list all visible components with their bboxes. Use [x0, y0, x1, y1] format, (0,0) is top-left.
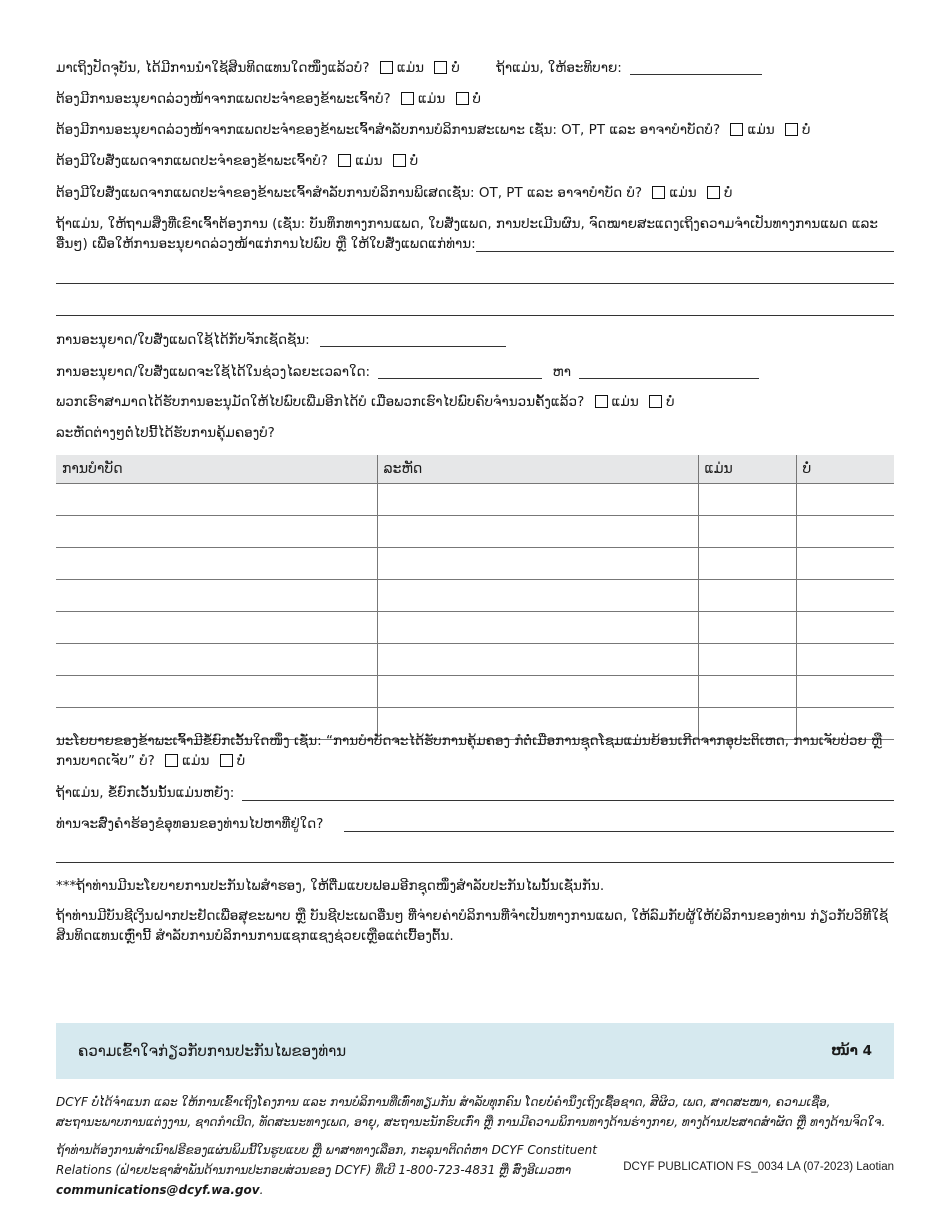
yes-cell[interactable]	[698, 580, 796, 612]
no-label: ບໍ່	[409, 153, 419, 169]
therapy-codes-table	[56, 455, 894, 740]
question-sessions	[56, 330, 894, 349]
table-row	[56, 644, 894, 676]
question-label: ຕ້ອງມີໃບສັ່ງແພດຈາກແພດປະຈຳຂອງຂ້າພະເຈົ້າບໍ?	[56, 153, 328, 169]
no-label: ບໍ່	[666, 394, 675, 410]
alt-format-statement: ຖ້າທ່ານຕ້ອງການສຳເນົາຟຣີຂອງແຜ່ນພິມນີ້ໃນຮູບແບບ ຫຼື ພາສາທາງເລືອກ, ກະລຸນາຕິດຕໍ່ຫາ DCYF Constituent Relations (ຝ່າຍປະຊາສຳພັນດ້ານການປະກອບສ່ວນຂອງ DCYF) ທີ່ເບີ 1-800-723-4831 ຫຼື ສົ່ງອີເມວຫາ communications@dcyf.wa.gov.	[56, 1143, 597, 1197]
documents-field-line-3[interactable]	[56, 315, 894, 316]
code-cell[interactable]	[377, 676, 698, 708]
question-current-medication	[56, 58, 894, 77]
explain-field[interactable]	[630, 58, 762, 75]
publication-number: DCYF PUBLICATION FS_0034 LA (07-2023) Laotian	[623, 1161, 894, 1173]
documents-field[interactable]	[476, 250, 894, 252]
no-label: ບໍ່	[723, 185, 733, 201]
yes-cell[interactable]	[698, 548, 796, 580]
no-checkbox[interactable]	[220, 754, 233, 767]
header-no: ບໍ່	[796, 455, 894, 484]
note-second-policy: ***ຖ້າທ່ານມີນະໂຍບາຍການປະກັນໄພສຳຮອງ, ໃຫ້ຕື່ມແບບຟອມອີກຊຸດໜຶ່ງສຳລັບປະກັນໄພນັ້ນເຊັ່ນກັນ.	[56, 878, 605, 894]
documents-field-line-2[interactable]	[56, 283, 894, 284]
appeal-address-field[interactable]	[344, 830, 894, 832]
code-cell[interactable]	[377, 548, 698, 580]
table-row	[56, 676, 894, 708]
yes-checkbox[interactable]	[165, 754, 178, 767]
code-cell[interactable]	[377, 516, 698, 548]
yes-label: ແມ່ນ	[669, 185, 697, 201]
no-checkbox[interactable]	[707, 186, 720, 199]
question-label: ຕ້ອງມີການອະນຸຍາດລ່ວງໜ້າຈາກແພດປະຈຳຂອງຂ້າພະເຈົ້າສຳລັບການບໍລິການສະເພາະ ເຊັ່ນ: OT, PT ແລະ ອາຈາບຳບັດບໍ?	[56, 122, 721, 138]
no-checkbox[interactable]	[393, 154, 406, 167]
banner-title: ຄວາມເຂົ້າໃຈກ່ຽວກັບການປະກັນໄພຂອງທ່ານ	[78, 1042, 347, 1060]
yes-checkbox[interactable]	[730, 123, 743, 136]
question-referral	[56, 152, 894, 170]
table-row	[56, 548, 894, 580]
table-row	[56, 516, 894, 548]
yes-label: ແມ່ນ	[417, 91, 446, 107]
no-cell[interactable]	[796, 484, 894, 516]
code-cell[interactable]	[377, 612, 698, 644]
no-cell[interactable]	[796, 676, 894, 708]
no-cell[interactable]	[796, 580, 894, 612]
table-row	[56, 484, 894, 516]
form-page	[56, 0, 894, 1230]
therapy-cell[interactable]	[56, 644, 377, 676]
no-label: ບໍ່	[802, 122, 811, 138]
period-end-field[interactable]	[579, 362, 759, 379]
question-label: ຕ້ອງມີໃບສັ່ງແພດຈາກແພດປະຈຳຂອງຂ້າພະເຈົ້າສຳລັບການບໍລິການພິເສດເຊັ່ນ: OT, PT ແລະ ອາຈາບຳບັດ ບໍ?	[56, 185, 643, 201]
no-checkbox[interactable]	[434, 61, 447, 74]
question-referral-special	[56, 184, 894, 202]
question-policy-exceptions	[56, 731, 894, 771]
yes-checkbox[interactable]	[401, 92, 414, 105]
code-cell[interactable]	[377, 644, 698, 676]
page-banner	[56, 1023, 894, 1079]
yes-cell[interactable]	[698, 516, 796, 548]
question-period	[56, 362, 894, 381]
header-code: ລະຫັດ	[377, 455, 698, 484]
exceptions-field[interactable]	[242, 799, 894, 801]
therapy-cell[interactable]	[56, 548, 377, 580]
therapy-cell[interactable]	[56, 484, 377, 516]
question-label: ຖ້າແມ່ນ, ໃຫ້ຖາມສິ່ງທີ່ເຂົາເຈົ້າຕ້ອງການ (ເຊັ່ນ: ບັນທຶກທາງການແພດ, ໃບສັ່ງແພດ, ການປະເມີນຜົນ, ຈົດໝາຍສະແດງເຖິງຄວາມຈຳເປັນທາງການແພດ ແລະ ອື່ນໆ) ເພື່ອໃຫ້ການອະນຸຍາດລ່ວງໜ້າແກ່ການໄປພົບ ຫຼື ໃຫ້ໃບສັ່ງແພດແກ່ທ່ານ:	[56, 216, 878, 252]
header-yes: ແມ່ນ	[698, 455, 796, 484]
page-number: ໜ້າ 4	[831, 1043, 872, 1059]
question-label: ນະໂຍບາຍຂອງຂ້າພະເຈົ້າມີຂໍ້ຍົກເວັ້ນໃດໜຶ່ງ ເຊັ່ນ: “ການບຳບັດຈະໄດ້ຮັບການຄຸ້ມຄອງ ກໍຕໍ່ເມື່ອການຊຸດໂຊມແມ່ນຍ້ອນເກີດຈາກອຸປະຕິເຫດ, ການເຈັບປ່ວຍ ຫຼື ການບາດເຈັບ” ບໍ?	[56, 733, 883, 769]
yes-cell[interactable]	[698, 644, 796, 676]
to-label: ຫາ	[552, 364, 571, 380]
yes-label: ແມ່ນ	[182, 753, 210, 769]
question-label: ການອະນຸຍາດ/ໃບສັ່ງແພດຈະໃຊ້ໄດ້ໃນຊ່ວງໄລຍະເວລາໃດ:	[56, 364, 371, 380]
therapy-cell[interactable]	[56, 580, 377, 612]
period-start-field[interactable]	[378, 362, 542, 379]
table-row	[56, 580, 894, 612]
yes-cell[interactable]	[698, 676, 796, 708]
question-label: ຕ້ອງມີການອະນຸຍາດລ່ວງໜ້າຈາກແພດປະຈຳຂອງຂ້າພະເຈົ້າບໍ?	[56, 91, 391, 107]
therapy-cell[interactable]	[56, 516, 377, 548]
contact-email-link[interactable]: communications@dcyf.wa.gov	[56, 1183, 260, 1197]
yes-label: ແມ່ນ	[747, 122, 775, 138]
yes-label: ແມ່ນ	[355, 153, 383, 169]
yes-checkbox[interactable]	[595, 395, 608, 408]
no-checkbox[interactable]	[649, 395, 662, 408]
question-label: ມາເຖິງປັດຈຸບັນ, ໄດ້ມີການນຳໃຊ້ສິນທິດແທນໃດໜຶ່ງແລ້ວບໍ?	[56, 60, 370, 76]
yes-checkbox[interactable]	[652, 186, 665, 199]
no-cell[interactable]	[796, 548, 894, 580]
no-label: ບໍ່	[236, 753, 246, 769]
nondiscrimination-statement: DCYF ບໍ່ໄດ້ຈຳແນກ ແລະ ໃຫ້ການເຂົ້າເຖິງໂຄງການ ແລະ ການບໍລິການທີ່ເທົ່າທຽມກັນ ສຳລັບທຸກຄົນ ໂດຍບໍ່ຄຳນຶງເຖິງເຊື້ອຊາດ, ສີຜິວ, ເພດ, ສາດສະໜາ, ຄວາມເຊື່ອ, ສະຖານະພາບການແຕ່ງງານ, ຊາດກຳເນີດ, ທັດສະນະທາງເພດ, ອາຍຸ, ສະຖານະນັກຮົບເກົ່າ ຫຼື ການມີຄວາມພິການທາງດ້ານຮ່າງກາຍ, ທາງດ້ານປະສາດສຳຜັດ ຫຼື ທາງດ້ານຈິດໃຈ.	[56, 1095, 886, 1129]
question-required-documents	[56, 214, 894, 254]
no-label: ບໍ່	[472, 91, 481, 107]
question-codes-covered	[56, 424, 894, 442]
question-label: ລະຫັດຕ່າງໆຕໍ່ໄປນີ້ໄດ້ຮັບການຄຸ້ມຄອງບໍ?	[56, 425, 275, 441]
question-prior-auth	[56, 90, 894, 108]
yes-checkbox[interactable]	[380, 61, 393, 74]
yes-label: ແມ່ນ	[396, 60, 425, 76]
code-cell[interactable]	[377, 580, 698, 612]
therapy-cell[interactable]	[56, 676, 377, 708]
no-checkbox[interactable]	[785, 123, 798, 136]
yes-label: ແມ່ນ	[611, 394, 639, 410]
no-label: ບໍ່	[451, 60, 460, 76]
explain-label: ຖ້າແມ່ນ, ໃຫ້ອະທິບາຍ:	[496, 60, 622, 76]
question-label: ທ່ານຈະສົ່ງຄຳຮ້ອງຂໍອຸທອນຂອງທ່ານໄປຫາທີ່ຢູ່ໃດ?	[56, 816, 324, 832]
yes-checkbox[interactable]	[338, 154, 351, 167]
no-checkbox[interactable]	[456, 92, 469, 105]
header-therapy: ການບຳບັດ	[56, 455, 377, 484]
question-label: ການອະນຸຍາດ/ໃບສັ່ງແພດໃຊ້ໄດ້ກັບຈັກເຊັດຊັນ:	[56, 332, 310, 348]
yes-cell[interactable]	[698, 612, 796, 644]
question-prior-auth-specialty	[56, 121, 894, 139]
yes-cell[interactable]	[698, 484, 796, 516]
therapy-cell[interactable]	[56, 612, 377, 644]
no-cell[interactable]	[796, 644, 894, 676]
sessions-field[interactable]	[320, 330, 506, 347]
note-health-savings: ຖ້າທ່ານມີບັນຊີເງິນຝາກປະຢັດເພື່ອສຸຂະພາບ ຫຼື ບັນຊີປະເພດອື່ນໆ ທີ່ຈ່າຍຄ່າບໍລິການທີ່ຈຳເປັນທາງການແພດ, ໃຫ້ລົມກັບຜູ້ໃຫ້ບໍລິການຂອງທ່ານ ກ່ຽວກັບວິທີໃຊ້ສິນທິດແທນເຫຼົ່ານີ້ ສຳລັບການບໍລິການການແຊກແຊງຊ່ວຍເຫຼືອແຕ່ເບື້ອງຕົ້ນ.	[56, 908, 889, 944]
question-label: ຖ້າແມ່ນ, ຂໍ້ຍົກເວັ້ນນັ້ນແມ່ນຫຍັງ:	[56, 785, 235, 801]
no-cell[interactable]	[796, 516, 894, 548]
code-cell[interactable]	[377, 484, 698, 516]
appeal-address-field-line-2[interactable]	[56, 862, 894, 863]
question-more-visits	[56, 393, 894, 411]
table-row	[56, 612, 894, 644]
no-cell[interactable]	[796, 612, 894, 644]
table-header-row	[56, 455, 894, 484]
question-label: ພວກເຮົາສາມາດໄດ້ຮັບການອະນຸມັດໃຫ້ໄປພົບເພີ່ມອີກໄດ້ບໍ ເມື່ອພວກເຮົາໄປພົບຄົບຈຳນວນຄັ້ງແລ້ວ?	[56, 394, 585, 410]
